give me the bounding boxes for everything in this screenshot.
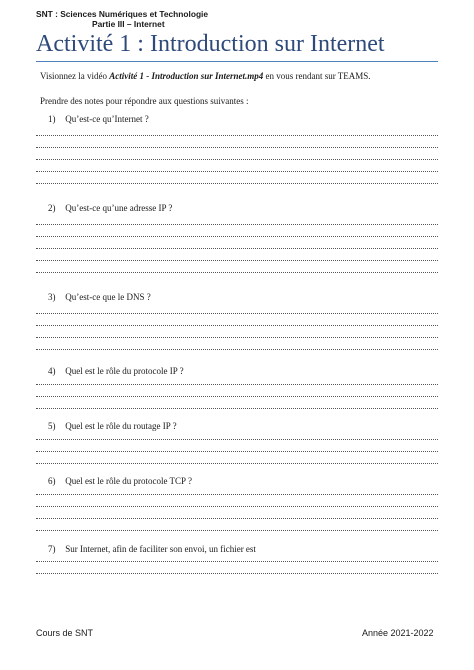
- question-number: 7): [48, 544, 56, 554]
- instruction-text: Prendre des notes pour répondre aux questions suivantes :: [40, 96, 249, 106]
- answer-line[interactable]: [36, 260, 438, 261]
- question-text: Quel est le rôle du protocole TCP ?: [65, 476, 192, 486]
- question-text: Quel est le rôle du routage IP ?: [65, 421, 177, 431]
- intro-text: [40, 71, 371, 82]
- answer-line[interactable]: [36, 396, 438, 397]
- question-4: [48, 366, 184, 377]
- question-text: Quel est le rôle du protocole IP ?: [65, 366, 184, 376]
- answer-line[interactable]: [36, 313, 438, 314]
- intro-after: en vous rendant sur TEAMS.: [263, 71, 371, 81]
- page-title: Activité 1 : Introduction sur Internet: [36, 31, 385, 57]
- answer-line[interactable]: [36, 236, 438, 237]
- answer-line[interactable]: [36, 518, 438, 519]
- question-number: 4): [48, 366, 56, 376]
- title-rule: [36, 61, 438, 62]
- answer-line[interactable]: [36, 573, 438, 574]
- question-number: 3): [48, 292, 56, 302]
- answer-line[interactable]: [36, 408, 438, 409]
- intro-file: Activité 1 - Introduction sur Internet.mp4: [109, 71, 264, 81]
- question-1: [48, 114, 149, 125]
- answer-line[interactable]: [36, 451, 438, 452]
- answer-line[interactable]: [36, 337, 438, 338]
- question-3: [48, 292, 151, 303]
- question-6: [48, 476, 192, 487]
- answer-line[interactable]: [36, 325, 438, 326]
- question-5: [48, 421, 177, 432]
- answer-line[interactable]: [36, 159, 438, 160]
- answer-line[interactable]: [36, 349, 438, 350]
- answer-line[interactable]: [36, 494, 438, 495]
- question-number: 5): [48, 421, 56, 431]
- question-text: Qu’est-ce qu’Internet ?: [65, 114, 149, 124]
- header-part: Partie III – Internet: [92, 19, 165, 29]
- header-subject: SNT : Sciences Numériques et Technologie: [36, 9, 209, 19]
- answer-line[interactable]: [36, 183, 438, 184]
- answer-line[interactable]: [36, 135, 438, 136]
- answer-line[interactable]: [36, 439, 438, 440]
- question-text: Qu’est-ce qu’une adresse IP ?: [65, 203, 173, 213]
- footer-left: Cours de SNT: [36, 628, 94, 638]
- question-number: 1): [48, 114, 56, 124]
- answer-line[interactable]: [36, 272, 438, 273]
- question-number: 2): [48, 203, 56, 213]
- answer-line[interactable]: [36, 147, 438, 148]
- answer-line[interactable]: [36, 171, 438, 172]
- answer-line[interactable]: [36, 248, 438, 249]
- footer-right: Année 2021-2022: [362, 628, 434, 638]
- question-7: [48, 544, 256, 555]
- answer-line[interactable]: [36, 530, 438, 531]
- answer-line[interactable]: [36, 224, 438, 225]
- question-text: Sur Internet, afin de faciliter son envoi, un fichier est: [65, 544, 256, 554]
- answer-line[interactable]: [36, 463, 438, 464]
- intro-before: Visionnez la vidéo: [40, 71, 110, 81]
- question-text: Qu’est-ce que le DNS ?: [65, 292, 151, 302]
- answer-line[interactable]: [36, 384, 438, 385]
- question-2: [48, 203, 172, 214]
- answer-line[interactable]: [36, 561, 438, 562]
- answer-line[interactable]: [36, 506, 438, 507]
- question-number: 6): [48, 476, 56, 486]
